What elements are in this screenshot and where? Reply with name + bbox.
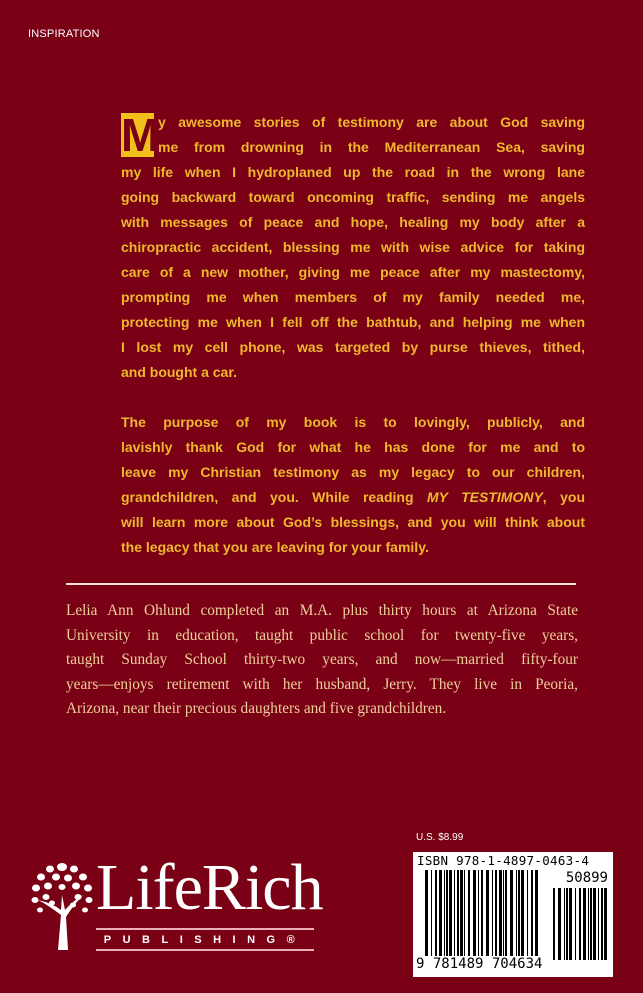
blurb-line: with messages of peace and hope, healing my body after a [121, 214, 585, 230]
bio-line: Lelia Ann Ohlund completed an M.A. plus thirty hours at Arizona State [66, 602, 578, 619]
barcode-bar [590, 888, 592, 960]
bio-line: University in education, taught public school for twenty-five years, [66, 626, 578, 644]
drop-cap: M [121, 109, 160, 161]
blurb-line: The purpose of my book is to lovingly, publicly, and [121, 414, 585, 430]
barcode-bar [460, 870, 463, 958]
barcode-bar [457, 870, 459, 958]
barcode-bars [425, 870, 540, 958]
barcode-bar [486, 870, 489, 958]
barcode-bar [579, 888, 581, 960]
barcode-bar [468, 870, 470, 958]
blurb-line: lavishly thank God for what he has done for me and to [121, 439, 585, 455]
barcode-bar [478, 870, 479, 958]
author-bio [66, 599, 578, 722]
bio-line: taught Sunday School thirty-two years, and now—married fifty-four [66, 651, 578, 668]
barcode-bar [535, 870, 538, 958]
barcode-bar [566, 888, 568, 960]
barcode-bar [473, 870, 476, 958]
barcode-bar [510, 870, 513, 958]
barcode-bar [569, 888, 572, 960]
barcode-bar [439, 870, 442, 958]
barcode-bar [495, 870, 497, 958]
barcode-bar [604, 888, 607, 960]
blurb-line: care of a new mother, giving me peace after my mastectomy, [121, 264, 585, 280]
barcode-bar [553, 888, 555, 960]
blurb-line: the legacy that you are leaving for your family. [121, 539, 429, 555]
barcode-bar [499, 870, 502, 958]
barcode-bar [531, 870, 533, 958]
blurb-paragraph-2 [121, 410, 585, 560]
isbn-number: ISBN 978-1-4897-0463-4 [417, 853, 590, 868]
blurb-text: , you [542, 489, 586, 505]
barcode-bar [527, 870, 528, 958]
blurb-line: leave my Christian testimony as my legacy to our children, [121, 464, 585, 480]
blurb-line: prompting me when members of my family needed me, [121, 289, 585, 305]
barcode-bar [558, 888, 561, 960]
ean-digits: 9 781489 704634 [416, 956, 543, 972]
blurb-text: grandchildren, and you. While reading [121, 489, 427, 505]
barcode-bar [446, 870, 448, 958]
barcode-bar [492, 870, 493, 958]
blurb-line: my life when I hydroplaned up the road in the wrong lane [121, 164, 585, 180]
book-title: MY TESTIMONY [426, 489, 543, 505]
publisher-sub: PUBLISHING® [96, 928, 314, 951]
addon-bars [553, 888, 608, 960]
price: U.S. $8.99 [416, 832, 464, 843]
barcode-bar [518, 870, 520, 958]
barcode-bar [521, 870, 524, 958]
blurb-line: going backward toward oncoming traffic, sending me angels [121, 189, 585, 205]
blurb-line: protecting me when I fell off the bathtub, and helping me when [121, 314, 585, 330]
category-label: INSPIRATION [28, 28, 100, 40]
barcode-bar [575, 888, 576, 960]
barcode-bar [505, 870, 507, 958]
bio-line: years—enjoys retirement with her husband, Jerry. They live in Peoria, [66, 675, 578, 693]
barcode-bar [444, 870, 445, 958]
barcode-bar [593, 888, 596, 960]
back-cover-text [66, 109, 586, 722]
barcode-bar [564, 888, 565, 960]
barcode-bar [464, 870, 465, 958]
barcode-bar [449, 870, 452, 958]
blurb-line [121, 485, 585, 510]
barcode-bar [454, 870, 455, 958]
barcode-bar [598, 888, 599, 960]
barcode-bar [583, 888, 586, 960]
barcode-bar [516, 870, 517, 958]
blurb-paragraph-1 [121, 110, 585, 385]
barcode-bar [503, 870, 504, 958]
addon-code: 50899 [565, 870, 608, 886]
publisher-logo [28, 851, 323, 950]
barcode-bar [435, 870, 437, 958]
barcode-bar [588, 888, 589, 960]
tree-icon [28, 855, 96, 950]
blurb-line: y awesome stories of testimony are about God saving [158, 114, 585, 130]
publisher-name: LifeRich [96, 851, 323, 924]
isbn-barcode [413, 852, 613, 977]
barcode-bar [425, 870, 428, 958]
blurb-line: I lost my cell phone, was targeted by purse thieves, tithed, [121, 339, 585, 355]
blurb-line: will learn more about God’s blessings, and you will think about [121, 514, 585, 530]
divider [66, 583, 576, 585]
barcode-bar [601, 888, 603, 960]
blurb-line: and bought a car. [121, 364, 237, 380]
blurb-line: me from drowning in the Mediterranean Sea, saving [158, 139, 585, 155]
barcode-bar [431, 870, 432, 958]
bio-line: Arizona, near their precious daughters and five grandchildren. [66, 700, 447, 717]
blurb-line: chiropractic accident, blessing me with wise advice for taking [121, 239, 585, 255]
barcode-bar [481, 870, 483, 958]
